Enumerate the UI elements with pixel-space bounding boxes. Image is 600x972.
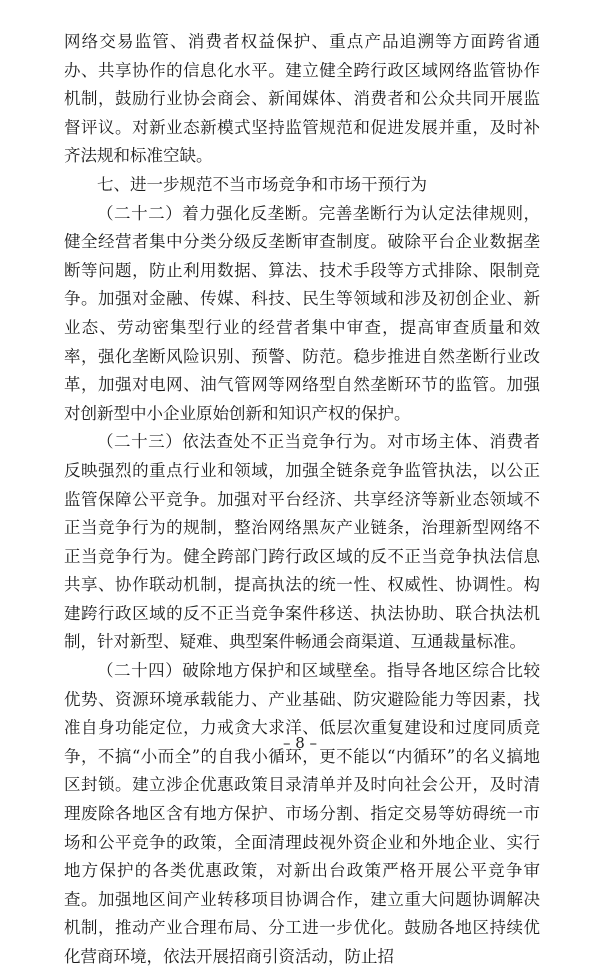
section-heading — [64, 171, 540, 200]
paragraph-22 — [64, 200, 540, 429]
paragraph-lead: （二十四）破除地方保护和区域壁垒。 — [97, 661, 388, 681]
paragraph-continuation — [64, 28, 540, 171]
paragraph-text: 完善垄断行为认定法律规则，健全经营者集中分类分级反垄断审查制度。破除平台企业数据垄断等问题，防止利用数据、算法、技术手段等方式排除、限制竞争。加强对金融、传媒、科技、民生等领域和涉及初创企业、新业态、劳动密集型行业的经营者集中审查，提高审查质量和效率，强化垄断风险识别、预警、防范。稳步推进自然垄断行业改革，加强对电网、油气管网等网络型自然垄断环节的监管。加强对创新型中小企业原始创新和知识产权的保护。 — [64, 203, 541, 423]
paragraph-text: 对市场主体、消费者反映强烈的重点行业和领域，加强全链条竞争监管执法，以公正监管保障公平竞争。加强对平台经济、共享经济等新业态领域不正当竞争行为的规制，整治网络黑灰产业链条，治理新型网络不正当竞争行为。健全跨部门跨行政区域的反不正当竞争执法信息共享、协作联动机制，提高执法的统一性、权威性、协调性。构建跨行政区域的反不正当竞争案件移送、执法协助、联合执法机制，针对新型、疑难、典型案件畅通会商渠道、互通裁量标准。 — [64, 432, 541, 652]
paragraph-lead: （二十三）依法查处不正当竞争行为。 — [97, 432, 388, 452]
page-number: – 8 – — [282, 734, 318, 752]
paragraph-23 — [64, 428, 540, 657]
paragraph-24 — [64, 657, 540, 972]
document-page — [64, 28, 540, 972]
section-heading-text: 七、进一步规范不当市场竞争和市场干预行为 — [97, 174, 427, 194]
paragraph-text: 指导各地区综合比较优势、资源环境承载能力、产业基础、防灾避险能力等因素，找准自身功能定位，力戒贪大求洋、低层次重复建设和过度同质竞争，不搞“小而全”的自我小循环，更不能以“内循环”的名义搞地区封锁。建立涉企优惠政策目录清单并及时向社会公开，及时清理废除各地区含有地方保护、市场分割、指定交易等妨碍统一市场和公平竞争的政策，全面清理歧视外资企业和外地企业、实行地方保护的各类优惠政策，对新出台政策严格开展公平竞争审查。加强地区间产业转移项目协调合作，建立重大问题协调解决机制，推动产业合理布局、分工进一步优化。鼓励各地区持续优化营商环境，依法开展招商引资活动，防止招 — [64, 661, 541, 966]
paragraph-lead: （二十二）着力强化反垄断。 — [97, 203, 319, 223]
paragraph-text: 网络交易监管、消费者权益保护、重点产品追溯等方面跨省通办、共享协作的信息化水平。建立健全跨行政区域网络监管协作机制，鼓励行业协会商会、新闻媒体、消费者和公众共同开展监督评议。对新业态新模式坚持监管规范和促进发展并重，及时补齐法规和标准空缺。 — [64, 32, 540, 166]
